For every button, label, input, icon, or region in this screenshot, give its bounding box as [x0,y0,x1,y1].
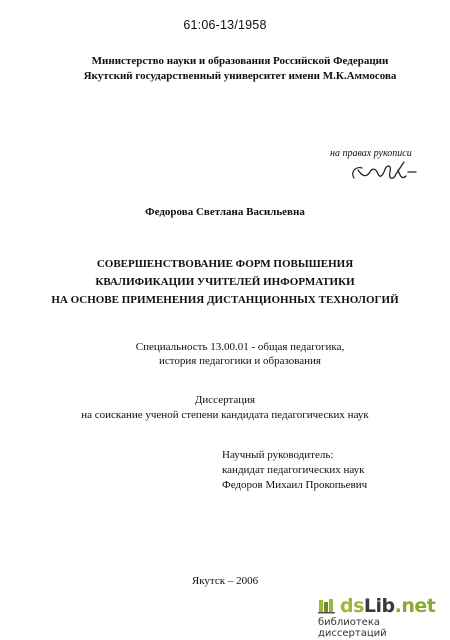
specialty-line: история педагогики и образования [158,355,321,367]
supervisor-name: Федоров Михаил Прокопьевич [222,479,368,491]
logo-net: .net [394,595,436,617]
specialty [40,340,440,368]
author-name: Федорова Светлана Васильевна [145,206,305,218]
logo-lib: Lib [363,595,395,617]
supervisor-degree: кандидат педагогических наук [222,464,365,476]
dissertation-type [25,393,425,423]
dslib-logo [340,596,435,616]
ministry-line: Министерство науки и образования Российской Федерации [91,55,389,67]
title-line: НА ОСНОВЕ ПРИМЕНЕНИЯ ДИСТАНЦИОННЫХ ТЕХНОЛОГИЙ [51,294,399,306]
logo-ds: ds [340,595,364,617]
city-year: Якутск – 2006 [191,575,259,587]
ministry-header [40,54,440,84]
title-line: КВАЛИФИКАЦИИ УЧИТЕЛЕЙ ИНФОРМАТИКИ [95,276,355,288]
specialty-line: Специальность 13.00.01 - общая педагогика, [135,341,345,353]
dslib-watermark[interactable] [318,596,450,640]
archive-code: 61:06-13/1958 [183,18,267,32]
degree-line: на соискание ученой степени кандидата педагогических наук [81,409,369,421]
university-line: Якутский государственный университет имени М.К.Аммосова [83,70,397,82]
dissertation-title [0,255,450,309]
supervisor-label: Научный руководитель: [222,449,334,461]
handwritten-signature [348,158,418,188]
rights-note: на правах рукописи [330,148,412,159]
dissertation-label: Диссертация [194,394,256,406]
title-line: СОВЕРШЕНСТВОВАНИЕ ФОРМ ПОВЫШЕНИЯ [96,258,354,270]
book-stack-icon [318,598,336,614]
supervisor-block [222,448,442,493]
watermark-subtitle: библиотека диссертаций [318,617,387,639]
